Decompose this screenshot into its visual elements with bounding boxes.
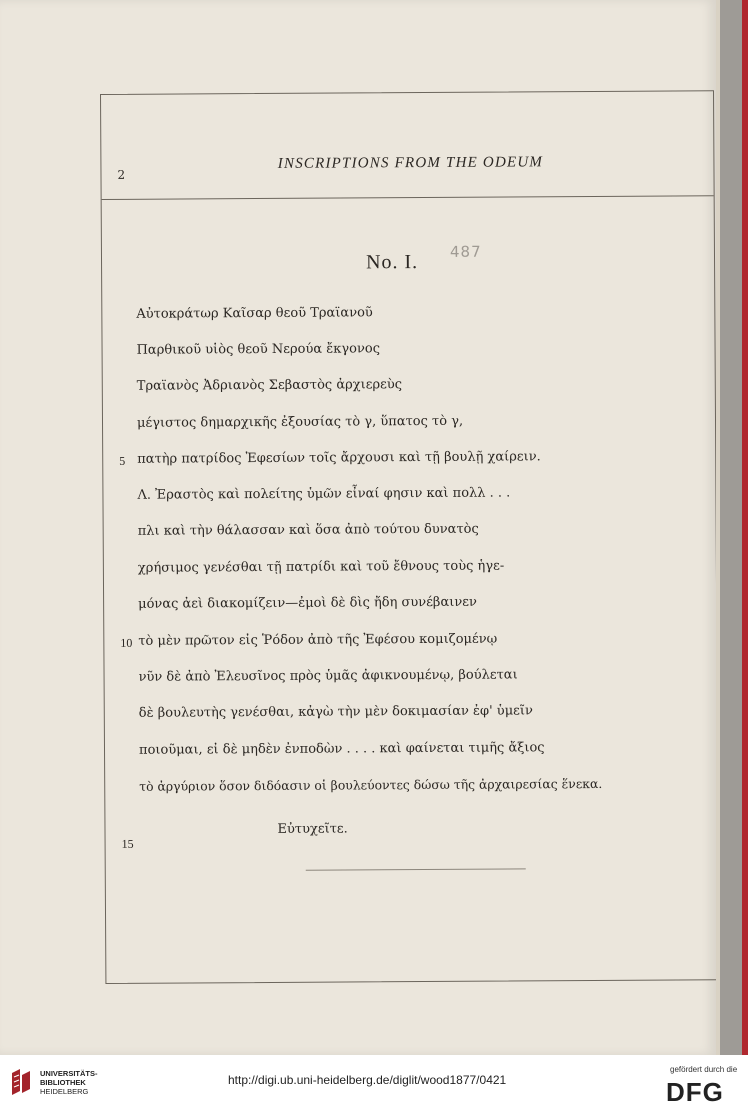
page-edge [716,0,720,1055]
running-head: INSCRIPTIONS FROM THE ODEUM [277,154,544,172]
inscription-line: μόνας ἀεὶ διακομίζειν—ἐμοὶ δὲ δὶς ἤδη συνέβαινεν [138,594,477,612]
inscription-line: τὸ μὲν πρῶτον εἰς Ῥόδον ἀπὸ τῆς Ἐφέσου κομιζομένῳ [138,631,498,649]
closing-greeting: Εὐτυχεῖτε. [277,821,348,837]
library-logo-icon [10,1067,34,1097]
inscription-line: δὲ βουλευτὴς γενέσθαι, κἀγὼ τὴν μὲν δοκιμασίαν ἐφ' ὑμεῖν [138,703,533,721]
line-number: 10 [120,635,133,650]
inscription-line: Λ. Ἐραστὸς καὶ πολείτης ὑμῶν εἶναί φησιν καὶ πολλ . . . [137,485,511,503]
inscription-line: Τραϊανὸς Ἀδριανὸς Σεβαστὸς ἀρχιερεὺς [136,377,403,394]
viewer-footer [0,1055,748,1109]
inscription-line: νῦν δὲ ἀπὸ Ἐλευσῖνος πρὸς ὑμᾶς ἀφικνουμένῳ, βούλεται [138,667,518,685]
inscription-line: πλι καὶ τὴν θάλασσαν καὶ ὅσα ἀπὸ τούτου δυνατὸς [137,521,479,539]
funding-note: gefördert durch die [670,1065,738,1074]
line-number: 5 [119,453,126,468]
page-frame [100,90,719,984]
inscription-line: Αὐτοκράτωρ Καῖσαρ θεοῦ Τραϊανοῦ [136,305,373,322]
library-name-line: BIBLIOTHEK [40,1078,86,1087]
inscription-line: τὸ ἀργύριον ὅσον διδόασιν οἱ βουλεύοντες δώσω τῆς ἀρχαιρεσίας ἕνεκα. [139,775,603,794]
inscription-line: ποιοῦμαι, εἰ δὲ μηδὲν ἐνποδὼν . . . . καὶ φαίνεται τιμῆς ἄξιος [138,740,545,758]
library-name-line: HEIDELBERG [40,1087,89,1096]
inscription-line: χρήσιμος γενέσθαι τῇ πατρίδι καὶ τοῦ ἔθνους τοὺς ἡγε- [137,558,505,576]
library-name-line: UNIVERSITÄTS- [40,1069,98,1078]
page-number: 2 [117,167,126,182]
header-rule [102,195,714,200]
end-rule [306,868,526,870]
dfg-logo: DFG [666,1077,724,1107]
inscription-line: Παρθικοῦ υἱὸς θεοῦ Νερούα ἔκγονος [136,341,381,358]
red-binding-edge [742,0,748,1055]
pencil-annotation: 487 [449,242,482,261]
library-name [40,1069,98,1096]
permalink-url[interactable]: http://digi.ub.uni-heidelberg.de/diglit/wood1877/0421 [228,1073,507,1087]
inscription-title: No. I. [365,251,419,274]
inscription-line: μέγιστος δημαρχικῆς ἐξουσίας τὸ γ, ὕπατος τὸ γ, [136,413,464,431]
inscription-line: πατὴρ πατρίδος Ἐφεσίων τοῖς ἄρχουσι καὶ τῇ βουλῇ χαίρειν. [137,449,541,467]
line-number: 15 [121,836,134,851]
